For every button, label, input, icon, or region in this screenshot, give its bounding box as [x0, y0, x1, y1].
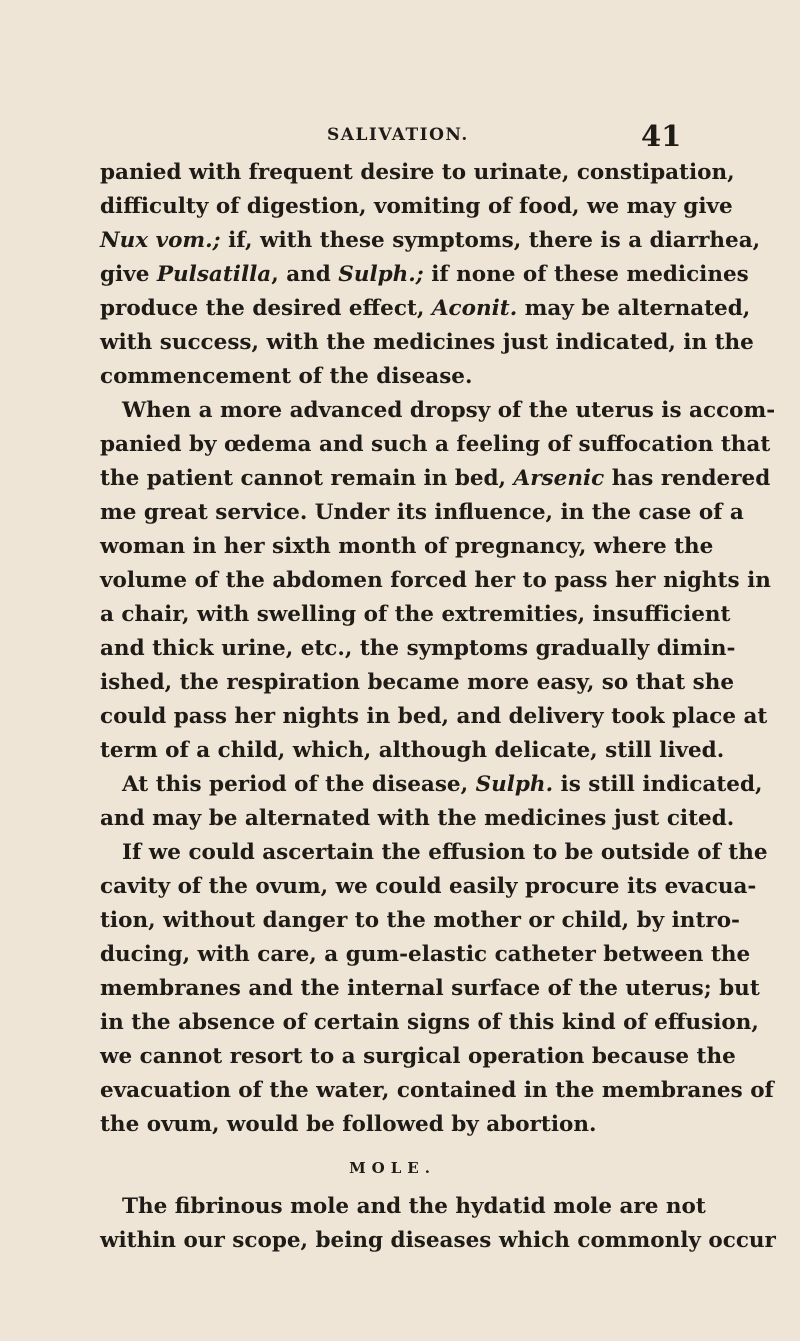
- text-line: membranes and the internal surface of the uterus; but: [100, 976, 760, 1001]
- text-line: the patient cannot remain in bed, Arsenic has rendered: [100, 466, 771, 491]
- text-line: panied with frequent desire to urinate, constipation,: [100, 160, 735, 185]
- text-line: a chair, with swelling of the extremities, insufficient: [100, 602, 731, 627]
- text-line: volume of the abdomen forced her to pass her nights in: [100, 568, 771, 593]
- text-line: produce the desired effect, Aconit. may be alternated,: [100, 296, 751, 321]
- text-line: within our scope, being diseases which commonly occur: [100, 1228, 776, 1253]
- section-heading: MOLE.: [349, 1159, 436, 1177]
- text-line: we cannot resort to a surgical operation because the: [100, 1044, 736, 1069]
- medicine-name: Nux vom.;: [100, 228, 221, 253]
- final-paragraph: [100, 1190, 776, 1258]
- text-line: At this period of the disease, Sulph. is still indicated,: [122, 772, 763, 797]
- body-text: [100, 156, 776, 1258]
- paragraph: [100, 156, 761, 394]
- page-number: 41: [641, 119, 682, 153]
- text-line: could pass her nights in bed, and delivery took place at: [100, 704, 768, 729]
- text-line: evacuation of the water, contained in the membranes of: [100, 1078, 774, 1103]
- text-line: and thick urine, etc., the symptoms gradually dimin-: [100, 636, 736, 661]
- text-line: me great service. Under its influence, in the case of a: [100, 500, 744, 525]
- text-line: cavity of the ovum, we could easily procure its evacua-: [100, 874, 757, 899]
- paragraph: [100, 394, 776, 768]
- text-line: term of a child, which, although delicate, still lived.: [100, 738, 725, 763]
- paragraph: [100, 836, 774, 1142]
- text-line: panied by œdema and such a feeling of suffocation that: [100, 432, 771, 457]
- text-line: tion, without danger to the mother or child, by intro-: [100, 908, 740, 933]
- text-line: Nux vom.; if, with these symptoms, there is a diarrhea,: [100, 228, 761, 253]
- running-title: SALIVATION.: [327, 125, 469, 145]
- text-line: with success, with the medicines just indicated, in the: [100, 330, 754, 355]
- text-line: the ovum, would be followed by abortion.: [100, 1112, 597, 1137]
- medicine-name: Sulph.: [475, 772, 554, 797]
- paragraph: [100, 768, 763, 836]
- paragraph: [100, 1190, 776, 1258]
- medicine-name: Arsenic: [513, 466, 605, 491]
- text-line: difficulty of digestion, vomiting of food, we may give: [100, 194, 733, 219]
- text-line: in the absence of certain signs of this kind of effusion,: [100, 1010, 759, 1035]
- medicine-name: Aconit.: [431, 296, 518, 321]
- text-line: ducing, with care, a gum-elastic catheter between the: [100, 942, 751, 967]
- text-line: ished, the respiration became more easy, so that she: [100, 670, 735, 695]
- text-line: woman in her sixth month of pregnancy, where the: [100, 534, 714, 559]
- running-head: [0, 121, 800, 151]
- medicine-name: Pulsatilla: [156, 262, 272, 287]
- text-line: When a more advanced dropsy of the uterus is accom-: [122, 398, 776, 423]
- text-line: The fibrinous mole and the hydatid mole are not: [122, 1194, 706, 1219]
- text-line: If we could ascertain the effusion to be outside of the: [122, 840, 768, 865]
- paragraphs: [100, 156, 776, 1142]
- medicine-name: Sulph.;: [338, 262, 424, 287]
- text-line: and may be alternated with the medicines just cited.: [100, 806, 735, 831]
- text-line: commencement of the disease.: [100, 364, 473, 389]
- text-line: give Pulsatilla, and Sulph.; if none of these medicines: [100, 262, 749, 287]
